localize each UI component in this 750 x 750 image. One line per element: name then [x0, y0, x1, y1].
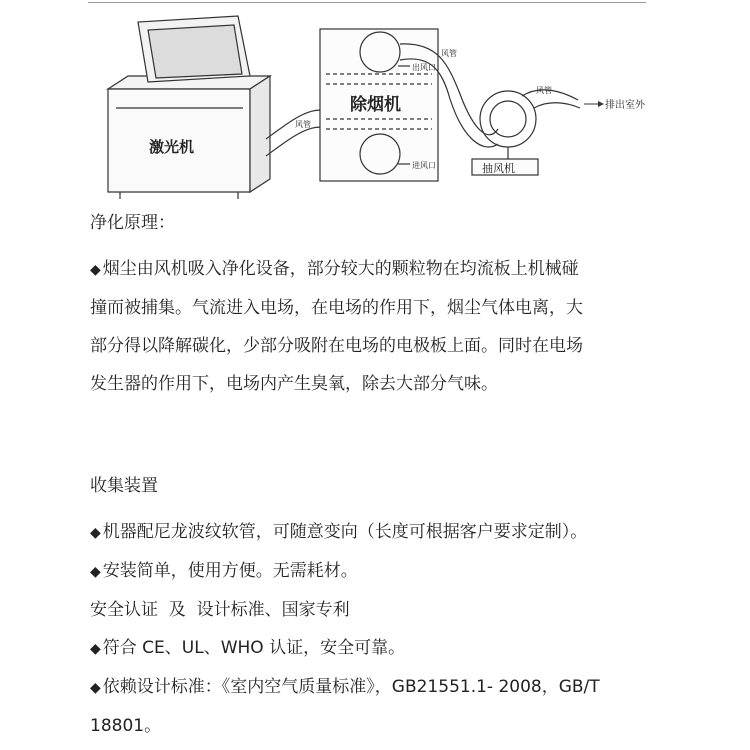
- laser-label: 激光机: [149, 138, 195, 156]
- collection-item-2: ◆ 安装简单，使用方便。无需耗材。: [90, 561, 358, 581]
- collection-item-1: ◆ 机器配尼龙波纹软管，可随意变向（长度可根据客户要求定制）。: [90, 522, 588, 542]
- safety-item-2: ◆ 依赖设计标准：《室内空气质量标准》，GB21551.1- 2008，GB/T: [90, 677, 600, 697]
- section-title-principle: 净化原理：: [90, 213, 175, 233]
- exhaust-label: 排出室外: [605, 100, 645, 111]
- duct-label-left: 风管: [295, 120, 311, 129]
- diamond-bullet-icon: ◆: [90, 564, 101, 580]
- section-title-safety: 安全认证 及 设计标准、国家专利: [90, 600, 350, 620]
- duct-label-right: 风管: [536, 86, 552, 95]
- fan-label: 抽风机: [482, 162, 515, 175]
- document-body: [90, 212, 650, 745]
- duct-label-middle: 风管: [441, 49, 457, 58]
- diamond-bullet-icon: ◆: [90, 262, 101, 278]
- inlet-label: 进风口: [412, 161, 436, 170]
- principle-line-2: 撞而被捕集。气流进入电场，在电场的作用下，烟尘气体电离，大: [90, 298, 583, 318]
- principle-line-3: 部分得以降解碳化，少部分吸附在电场的电极板上面。同时在电场: [90, 336, 583, 356]
- fume-extraction-diagram: [88, 4, 648, 199]
- top-divider: [88, 2, 646, 3]
- safety-item-2-cont: 18801。: [90, 716, 162, 736]
- purifier-label: 除烟机: [350, 95, 401, 115]
- diamond-bullet-icon: ◆: [90, 641, 101, 657]
- diamond-bullet-icon: ◆: [90, 680, 101, 696]
- safety-item-1: ◆ 符合 CE、UL、WHO 认证，安全可靠。: [90, 638, 406, 658]
- principle-line-4: 发生器的作用下，电场内产生臭氧，除去大部分气味。: [90, 374, 498, 394]
- principle-line-1: ◆ 烟尘由风机吸入净化设备，部分较大的颗粒物在均流板上机械碰: [90, 259, 579, 279]
- outlet-label: 出风口: [412, 63, 436, 72]
- section-title-collection: 收集装置: [90, 476, 158, 496]
- laser-machine: [108, 16, 270, 199]
- diamond-bullet-icon: ◆: [90, 525, 101, 541]
